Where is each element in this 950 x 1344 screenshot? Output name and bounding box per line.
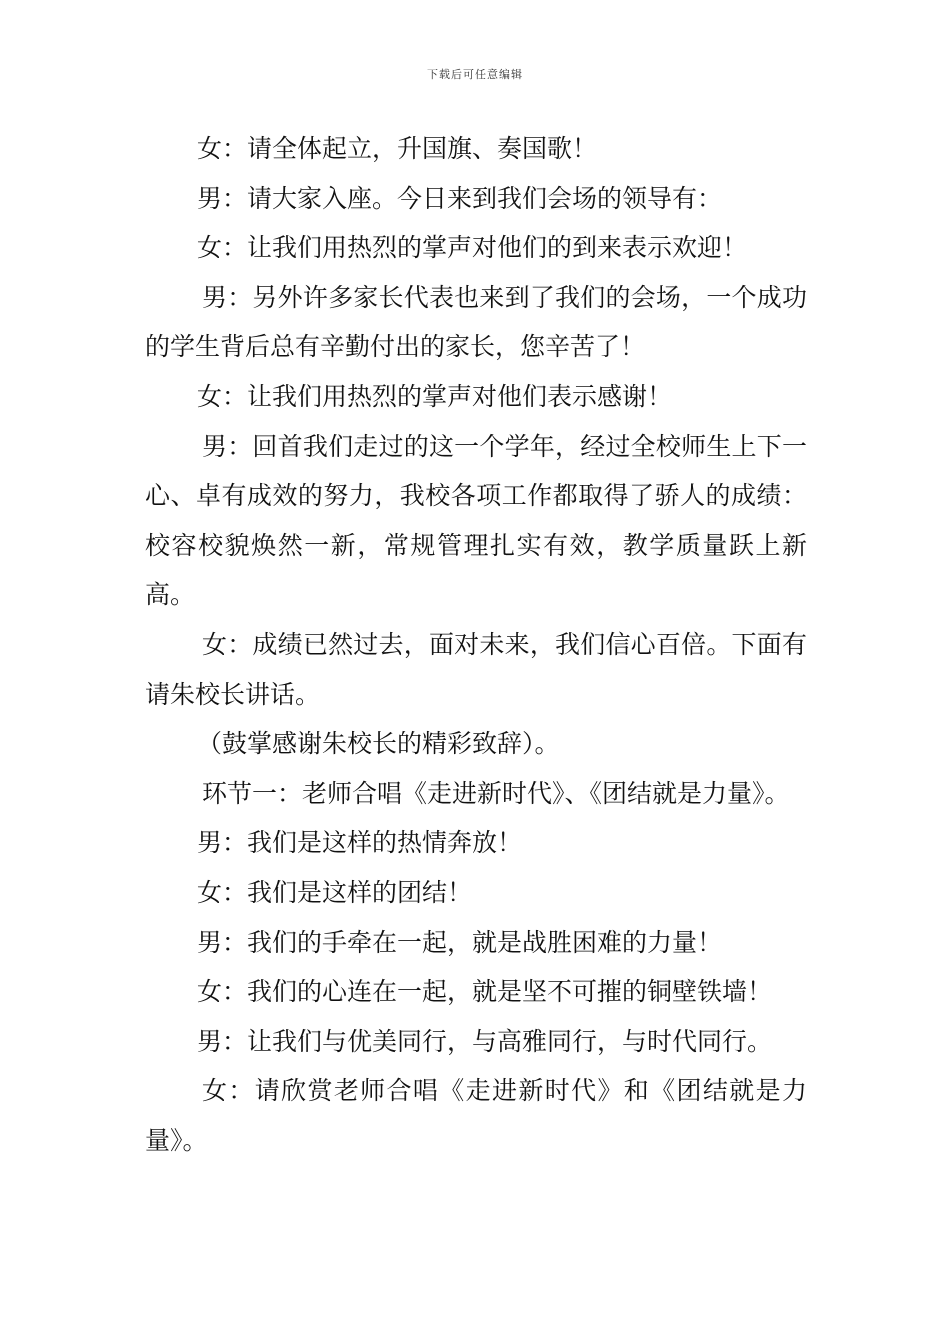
- paragraph: 女：我们的心连在一起，就是坚不可摧的铜壁铁墙！: [197, 977, 773, 1007]
- paragraph: 男：我们是这样的热情奔放！: [197, 828, 523, 858]
- page-header: 下载后可任意编辑: [427, 68, 523, 81]
- paragraph: 男：我们的手牵在一起，就是战胜困难的力量！: [197, 927, 723, 957]
- document-body: [145, 124, 807, 1165]
- paragraph: 男：请大家入座。今日来到我们会场的领导有：: [197, 183, 723, 213]
- paragraph: （鼓掌感谢朱校长的精彩致辞）。: [197, 729, 560, 759]
- paragraph: 女：成绩已然过去，面对未来，我们信心百倍。下面有请朱校长讲话。: [145, 629, 807, 709]
- paragraph: 环节一：老师合唱《走进新时代》、《团结就是力量》。: [202, 778, 790, 808]
- paragraph: 女：我们是这样的团结！: [197, 877, 473, 907]
- paragraph: 女：请欣赏老师合唱《走进新时代》和《团结就是力量》。: [145, 1076, 807, 1155]
- paragraph: 女：让我们用热烈的掌声对他们的到来表示欢迎！: [197, 233, 748, 263]
- paragraph: 男：让我们与优美同行，与高雅同行，与时代同行。: [197, 1026, 773, 1056]
- paragraph: 男：另外许多家长代表也来到了我们的会场，一个成功的学生背后总有辛勤付出的家长，您辛苦了！: [145, 282, 807, 362]
- paragraph: 女：请全体起立，升国旗、奏国歌！: [197, 134, 598, 163]
- paragraph: 女：让我们用热烈的掌声对他们表示感谢！: [197, 381, 673, 411]
- paragraph: 男：回首我们走过的这一个学年，经过全校师生上下一心、卓有成效的努力，我校各项工作都取得了骄人的成绩：校容校貌焕然一新，常规管理扎实有效，教学质量跃上新高。: [145, 431, 807, 610]
